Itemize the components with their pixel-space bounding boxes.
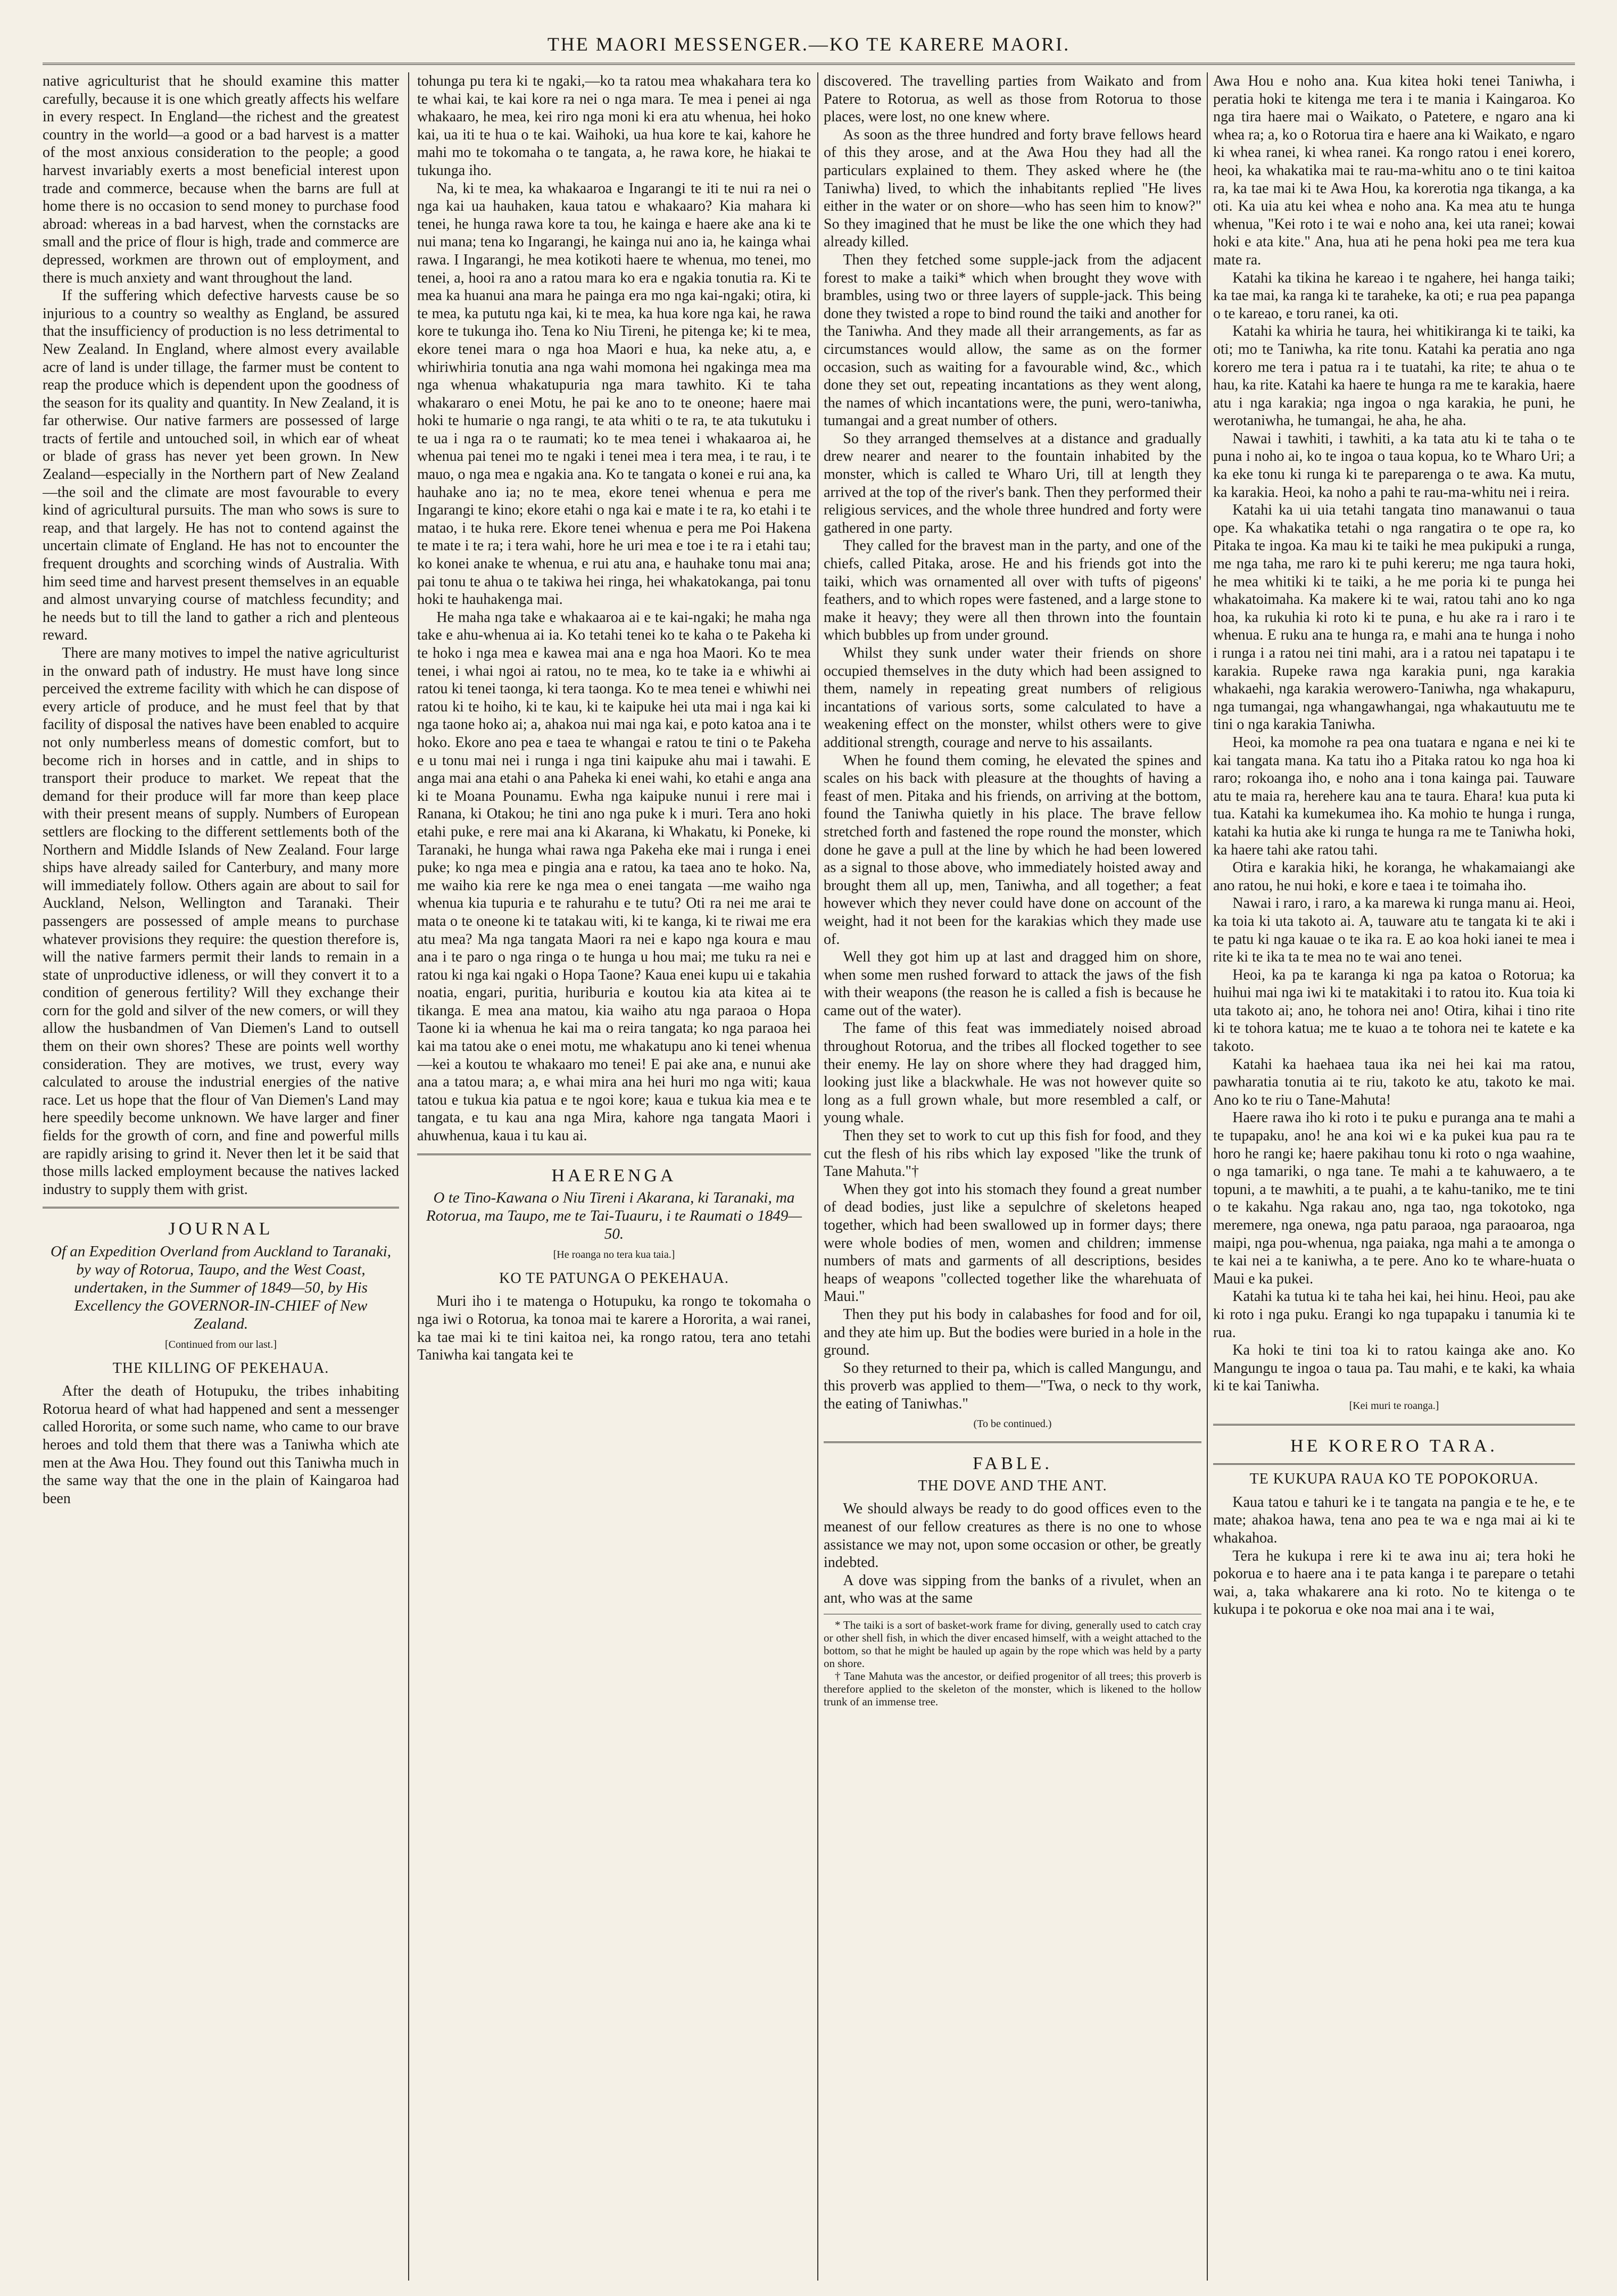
paragraph: The fame of this feat was immediately noised abroad throughout Rotorua, and the tribes all flocked together to see their enemy. He lay on shore where they had dragged him, looking just like a blackwhale. He was not however quite so long as a full grown whale, but more resembled a calf, or young whale. [824, 1020, 1201, 1126]
section-rule [824, 1441, 1201, 1443]
paragraph: discovered. The travelling parties from Waikato and from Patere to Rotorua, as well as those from Rotorua to those places, were lost, no one knew where. [824, 73, 1201, 126]
paragraph: Heoi, ka momohe ra pea ona tuatara e ngana e nei ki te kai tangata mana. Ka tatu iho a Pitaka ratou ko nga hoa ki raro; rokoanga iho, e noho ana i tona kainga pai. Tauware atu te maia ra, herehere kau ana te taura. Ehara! kua puta ki tua. Katahi ka kumekumea iho. Ka mohio te hunga i runga, katahi ka hutia ake ki runga te hunga ra me te Taniwha hoki, ka haere tahi ake ratou tahi. [1213, 734, 1575, 858]
paragraph: After the death of Hotupuku, the tribes inhabiting Rotorua heard of what had happened and sent a messenger called Hororita, or some such name, who came to our brave heroes and told them that there was a Taniwha which ate men at the Awa Hou. They found out this Taniwha much in the same way that the one in the plain of Kaingaroa had been [43, 1383, 399, 1507]
paragraph: We should always be ready to do good offices even to the meanest of our fellow creatures as there is no one to whose assistance we may not, upon some occasion or other, be greatly indebted. [824, 1501, 1201, 1571]
journal-subheading: Of an Expedition Overland from Auckland to Taranaki, by way of Rotorua, Taupo, and the West Coast, undertaken, in the Summer of 1849—50, by His Excellency the GOVERNOR-IN-CHIEF of New Zealand. [50, 1243, 392, 1332]
paragraph: A dove was sipping from the banks of a rivulet, when an ant, who was at the same [824, 1572, 1201, 1607]
paragraph: So they returned to their pa, which is called Mangungu, and this proverb was applied to them—"Twa, o neck to thy work, the eating of Taniwhas." [824, 1360, 1201, 1412]
paragraph: Katahi ka haehaea taua ika nei hei kai ma ratou, pawharatia tonutia ai te riu, takoto ke atu, takoto ke mai. Ano ko te riu o Tane-Mahuta! [1213, 1056, 1575, 1108]
paragraph: Haere rawa iho ki roto i te puku e puranga ana te mahi a te tupapaku, ano! he ana koi wi e ka pukei kua pau ra te horo he rangi ke; haere pakihau tonu ki roto o nga waahine, o nga tamariki, o nga tane. Te mahi a te kahuwaero, a te topuni, a te mawhiti, a te puahi, a te kahu-taniko, me te tini o te kakahu. Nga rakau ano, nga tao, nga tokotoko, nga meremere, nga onewa, nga patu paraoa, nga paraoaroa, nga maipi, nga pou-whenua, nga paiaka, nga mahi a te amonga o te kai nei a te kaniwha, a te pere. Ano ko te whare-huata o Maui e ka pukei. [1213, 1109, 1575, 1287]
fable-heading: FABLE. [973, 1454, 1052, 1474]
masthead-rule [43, 63, 1575, 65]
section-rule [1213, 1424, 1575, 1425]
paragraph: Katahi ka tutua ki te taha hei kai, hei hinu. Heoi, pau ake ki roto i nga puku. Erangi ko nga tupapaku i tanumia ki te rua. [1213, 1288, 1575, 1341]
paragraph: Heoi, ka pa te karanga ki nga pa katoa o Rotorua; ka huihui mai nga iwi ki te matakitaki i to ratou ito. Kua toia ki uta takoto ai; ano, he tohora nei ano! Otira, kihai i tino rite ki te tohora katua; me te kuao a te tohora nei te katete e ka takoto. [1213, 966, 1575, 1055]
paragraph: Nawai i tawhiti, i tawhiti, a ka tata atu ki te taha o te puna i noho ai, ko te ingoa o taua kopua, ko te Wharo Uri; a ka eke tonu ki runga ki te pareparenga o te awa. Ka mutu, ka karakia. Heoi, ka noho a pahi te rau-ma-whitu nei i reira. [1213, 430, 1575, 501]
paragraph: Otira e karakia hiki, he koranga, he whakamaiangi ake ano ratou, he nui hoki, e kore e taea i te toimaha iho. [1213, 859, 1575, 894]
paragraph: Awa Hou e noho ana. Kua kitea hoki tenei Taniwha, i peratia hoki te kitenga me tera i te mania i Kaingaroa. Ko nga tira haere mai o Waikato, o Patetere, e ngaro ana ki whea ra; a, ko o Rotorua tira e haere ana ki Waikato, e ngaro ki whea ranei, ki whea ranei. Ka rongo ratou i enei korero, heoi, ka whakatika mai te rau-ma-whitu ano o te tini kaitoa ra, ka tae mai ki te Awa Hou, ka korerotia nga tikanga, a ka oti. Ka uia atu kei whea e noho ana. Ka mea atu te hunga whenua, "Kei roto i te wai e noho ana, kei uta ranei; kowai hoki e ata kite." Ana, hua ati he pena hoki pea me tera kua mate ra. [1213, 73, 1575, 268]
paragraph: Kaua tatou e tahuri ke i te tangata na pangia e te he, e te mate; ahakoa hawa, tena ano pea te wa e nga mai ai ki te whakahoa. [1213, 1494, 1575, 1546]
fable-title: THE DOVE AND THE ANT. [918, 1477, 1107, 1494]
paragraph: When he found them coming, he elevated the spines and scales on his back with pleasure at the thoughts of having a feast of men. Pitaka and his friends, on arriving at the bottom, found the Taniwha quietly in his place. The brave fellow stretched forth and fastened the rope round the monster, which done he gave a pull at the line by which he had been lowered as a signal to those above, who immediately hoisted away and brought them all up, men, Taniwha, and all together; a feat however which they never could have done on account of the weight, had it not been for the karakias which they made use of. [824, 752, 1201, 948]
paragraph: Nawai i raro, i raro, a ka marewa ki runga manu ai. Heoi, ka toia ki uta takoto ai. A, tauware atu te tangata ki te aki i te patu ki nga kauae o te ika ra. E ao koa hoki ianei te mea i rite ki te ika ta te mea no te wai ano tenei. [1213, 895, 1575, 966]
column-1 [43, 72, 399, 2281]
paragraph: As soon as the three hundred and forty brave fellows heard of this they arose, and at the Awa Hou they had all the particulars explained to them. They asked where he (the Taniwha) lived, to which the inhabitants replied "He lives either in the water or on shore—who has seen him to know?" So they imagined that he must be like the one which they had already killed. [824, 126, 1201, 251]
section-rule [43, 1207, 399, 1208]
footnotes [824, 1614, 1201, 1708]
footnote: * The taiki is a sort of basket-work frame for diving, generally used to catch cray or other shell fish, in which the diver encased himself, with a weight attached to the bottom, so that he might be hauled up again by the rope which was held by a party on shore. [824, 1618, 1201, 1670]
paragraph: Muri iho i te matenga o Hotupuku, ka rongo te tokomaha o nga iwi o Rotorua, ka tonoa mai te karere a Hororita, a wai ranei, ka tae mai ki te tini kaitoa nei, ka rongo ratou, tera ano tetahi Taniwha kai tangata kei te [417, 1293, 811, 1364]
editorial-text [43, 72, 399, 1198]
column-divider [408, 72, 409, 2281]
column-3 [824, 72, 1201, 2281]
section-title: KO TE PATUNGA O PEKEHAUA. [499, 1270, 729, 1287]
haerenga-heading: HAERENGA [551, 1165, 677, 1186]
paragraph: Then they set to work to cut up this fish for food, and they cut the flesh of his ribs which lay exposed "like the trunk of Tane Mahuta."† [824, 1128, 1201, 1180]
paragraph: native agriculturist that he should examine this matter carefully, because it is one which greatly affects his welfare in every respect. In England—the richest and the greatest country in the world—a good or a bad harvest is a matter of the most anxious consideration to the people; a good harvest invariably exerts a most beneficial interest upon trade and commerce, because when the barns are full at home there is no occasion to send money to purchase food abroad: whereas in a bad harvest, when the cornstacks are small and the price of flour is high, trade and commerce are depressed, workmen are thrown out of employment, and there is much anxiety and want throughout the land. [43, 73, 399, 286]
paragraph: Whilst they sunk under water their friends on shore occupied themselves in the duty which had been assigned to them, namely in repeating great numbers of religious incantations of various sorts, some calculated to have a weakening effect on the monster, whilst others were to give additional strength, courage and nerve to his assailants. [824, 645, 1201, 751]
paragraph: When they got into his stomach they found a great number of dead bodies, just like a sepulchre of skeletons heaped together, which had been swallowed up in former days; there were whole bodies of men, women and children; immense numbers of mats and garments of all descriptions, besides heaps of weapons "collected together like the wharehuata of Maui." [824, 1181, 1201, 1305]
column-2 [417, 72, 811, 2281]
paragraph: Ka hoki te tini toa ki to ratou kainga ake ano. Ko Mangungu te ingoa o taua pa. Tau mahi, e te kaki, ka whaia ki te kai Taniwha. [1213, 1342, 1575, 1395]
continued-note: [Continued from our last.] [165, 1339, 277, 1350]
column-divider [817, 72, 818, 2281]
paragraph: Na, ki te mea, ka whakaaroa e Ingarangi te iti te nui ra nei o nga kai ua hauhaken, kaua tatou e whakaaro? Kia mahara ki tenei, he hunga rawa kore ta tou, he kainga e haere ake ana ki te nui mana; tena ko Ingarangi, he kainga nui ano ia, he kainga whai rawa. I Ingarangi, he mea kotikoti haere te whenua, mo tenei, mo tenei, a, hooi ra ano a ratou mara ko era e ngakia tonutia ra. Ki te mea ka huanui ana mara he painga era mo nga kai-ngaki; otira, ki te mea, ka pututu nga kai, ki te mea, ka hua kore nga kai, he rawa kore te tukunga iho. Tena ko Niu Tireni, he pitenga ke; ki te mea, ekore tenei mara o nga hoa Maori e hua, ka neke atu, a, e whiriwhiria tonutia ana nga wahi momona hei ngakinga mea ma nga whenua whakatupuria nga mara tawhito. Ki te taha whakararo o enei Motu, he pai ke ano to te oneone; haere mai hoki te humarie o nga rangi, te ata whiti o te ra, te ata tukutuku i te ua i nga ra o te raumati; ko te mea tenei i whakaaroa ai, he whenua pai tenei mo te ngaki i tenei mea i tera mea, i te rau, i te mauo, o nga mea e ngakia ana. Ko te tangata o konei e rui ana, ka hauhake ano ia; no te mea, ekore tenei whenua e pera me Ingarangi te kino; ekore etahi o nga kai e mate i te ra, ko etahi i te matao, i te huka rere. Ekore tenei whenua e pera me Poi Hakena te mate i te ra; i tera wahi, hore he uri mea e toe i te ra i etahi tau; ko konei anake te whenua, e rui atu ana, e hauhake tonu mai ana; pai tonu te ahua o te takiwa hei ringa, hei whakatokanga, pai tonu hoki te hauhakenga mai. [417, 180, 811, 608]
haerenga-subheading: O te Tino-Kawana o Niu Tireni i Akarana, ki Taranaki, ma Rotorua, ma Taupo, me te Tai-Tuauru, i te Raumati o 1849—50. [426, 1189, 802, 1243]
journal-heading: JOURNAL [168, 1219, 273, 1239]
paragraph: Katahi ka tikina he kareao i te ngahere, hei hanga taiki; ka tae mai, ka ranga ki te taraheke, ka oti; e rua pea papanga o te kareao, e toru ranei, ka oti. [1213, 269, 1575, 322]
paragraph: He maha nga take e whakaaroa ai e te kai-ngaki; he maha nga take e ahu-whenua ai ia. Ko tetahi tenei ko te kaha o te Pakeha ki te hoko i nga mea e kawea mai ana e nga hoa Maori. Ko te mea tenei, i whai ngoi ai ratou, no te mea, ko te take ia e whiwhi ai ratou ki tenei taonga, ki tera taonga. Ko te mea tenei e whiwhi nei ratou ki te hoiho, ki te kau, ki te kaipuke hei uta mai i nga kai ki nga taone hoko ai; a, ahakoa nui mai nga kai, e poto katoa ana i te hoko. Ekore ano pea e taea te whangai e ratou te tini o te Pakeha e u tonu mai nei i runga i nga tini kaipuke ahu mai i tawahi. E anga mai ana etahi o ana Paheka ki enei wahi, ko etahi e anga ana ki te Moana Pounamu. Ewha nga kaipuke nunui i rere mai i Ranana, ki Otakou; he tini ano nga puke k i muri. Tera ano hoki etahi puke, e rere mai ana ki Akarana, ki Whakatu, ki Poneke, ki Taranaki, he hunga whai rawa nga Pakeha eke mai i runga i enei puke; ko nga mea e pingia ana e ratou, ka taea ano te hoko. Na, me waiho kia rere ke nga mea o enei tangata —me waiho nga whenua kia tupuria e te rahurahu e te tutu? Oti ra nei me arai te mata o te oneone ki te tatakau witi, ki te kanga, ki te riwai me era atu mea? Ma nga tangata Maori ra nei e kapo nga koura e mau ana i te paro o nga ringa o te hunga u hou mai; me tuku ra nei e ratou ki nga kai ngaki o Hopa Taone? Kaua enei kupu ui e takahia noatia, engari, puritia, huriburia e koutou kia ata kitea ai te tikanga. E mea ana matou, kia waiho atu nga paraoa o Hopa Taone ki ia whenua he kai ma o reira tangata; ko nga paraoa hei kai ma tatou ake o enei motu, me whakatupu ano ki tenei whenua—kei a koutou te whakaaro mo tenei! E pai ake ana, e nunui ake ana a tatou mara; a, e whai mira ana hei huri mo nga witi; kaua tatou e tukua kia patua e te ngoi kore; kaua e tukua kia mea e te tangata, e tu kau ana nga Mira, kahore nga tangata Maori i ahuwhenua, kaua i tu kau ai. [417, 609, 811, 1145]
paragraph: So they arranged themselves at a distance and gradually drew nearer and nearer to the fountain inhabited by the monster, which is called te Wharo Uri, till at length they arrived at the top of the river's bank. Then they performed their religious services, and the whole three hundred and forty were gathered in one party. [824, 430, 1201, 536]
paragraph: Then they put his body in calabashes for food and for oil, and they ate him up. But the bodies were buried in a hole in the ground. [824, 1306, 1201, 1359]
paragraph: If the suffering which defective harvests cause be so injurious to a country so wealthy as England, be assured that the insufficiency of production is no less detrimental to New Zealand. In England, where almost every available acre of land is under tillage, the farmer must be content to reap the produce which is dependent upon the goodness of the season for its quality and quantity. In New Zealand, it is far otherwise. Our native farmers are possessed of large tracts of fertile and untouched soil, in which ear of wheat or blade of grass has never yet been grown. In New Zealand—especially in the Northern part of New Zealand—the soil and the climate are most favourable to every kind of agricultural pursuits. The man who sows is sure to reap, and that largely. He has not to contend against the uncertain climate of England. He has not to encounter the frequent droughts and scorching winds of Australia. With him seed time and harvest present themselves in an equable and almost unvarying course of matchless fecundity; and he needs but to till the land to gather a rich and plenteous reward. [43, 287, 399, 644]
paragraph: There are many motives to impel the native agriculturist in the onward path of industry. He must have long since perceived the extreme facility with which he can dispose of every article of produce, and he must feel that by that facility of disposal the natives have been enabled to acquire not only numberless means of domestic comfort, but to become rich in horses and in cattle, and in ships to transport their produce to market. We repeat that the demand for their produce will far more than keep place with their present means of supply. Numbers of European settlers are flocking to the different settlements both of the Northern and Middle Islands of New Zealand. Four large ships have already sailed for Canterbury, and many more will immediately follow. Others again are about to sail for Auckland, Nelson, Wellington and Taranaki. Their passengers are possessed of ample means to purchase whatever provisions they require: the question therefore is, will the native farmers permit their lands to remain in a state of unproductive idleness, or will they convert it to a condition of generous fertility? Will they exchange their corn for the gold and silver of the new comers, or will they allow the husbandmen of Van Diemen's Land to outsell them on their own shores? These are points well worthy consideration. They are motives, we trust, every way calculated to arouse the industrial energies of the native race. Let us hope that the flour of Van Diemen's Land may here speedily become unknown. We have larger and finer fields for the growth of corn, and fine and powerful mills are rapidly arising to grind it. Never then let it be said that those mills lacked employment because the natives lacked industry to supply them with grist. [43, 645, 399, 1198]
masthead: THE MAORI MESSENGER.—KO TE KARERE MAORI. [547, 34, 1071, 55]
footnote: † Tane Mahuta was the ancestor, or deified progenitor of all trees; this proverb is therefore applied to the skeleton of the monster, which is likened to the hollow trunk of an immense tree. [824, 1669, 1201, 1708]
continued-note: (To be continued.) [973, 1418, 1052, 1430]
column-divider [1207, 72, 1208, 2281]
continued-note: [Kei muri te roanga.] [1349, 1399, 1439, 1412]
paragraph: Then they fetched some supple-jack from the adjacent forest to make a taiki* which when brought they wove with brambles, using two or three layers of supple-jack. This being done they twisted a rope to bind round the taiki and another for the Taniwha. And they made all their arrangements, as far as circumstances would allow, the same as on the former occasion, such as waiting for a favourable wind, &c., which done they set out, repeating incantations as they went along, the names of which incantations were, the puni, wero-taniwha, tumangai and a great number of others. [824, 251, 1201, 429]
paragraph: They called for the bravest man in the party, and one of the chiefs, called Pitaka, arose. He and his friends got into the taiki, which was ornamented all over with tufts of pigeons' feathers, and to which ropes were fastened, and a large stone to make it heavy; they were all then thrown into the fountain which bubbles up from under ground. [824, 537, 1201, 644]
section-title: THE KILLING OF PEKEHAUA. [112, 1360, 329, 1377]
korero-heading: HE KORERO TARA. [1290, 1436, 1498, 1456]
column-4 [1213, 72, 1575, 2281]
korero-title: TE KUKUPA RAUA KO TE POPOKORUA. [1249, 1471, 1539, 1488]
paragraph: tohunga pu tera ki te ngaki,—ko ta ratou mea whakahara tera ko te whai kai, te kai kore ra nei o nga mara. Te mea i penei ai nga whakaaro, he mea, kei riro nga moni ki era atu whenua, hei hoko kai, ua iti te hua o te kai. Waihoki, ua hua kore te kai, kahore he mahi mo te tokomaha o te tangata, a, he rawa kore, he hiakai te tukunga iho. [417, 73, 811, 179]
continued-note: [He roanga no tera kua taia.] [553, 1249, 675, 1261]
paragraph: Well they got him up at last and dragged him on shore, when some men rushed forward to attack the jaws of the fish with their weapons (the reason he is called a fish is because he came out of the water). [824, 949, 1201, 1019]
section-rule [1213, 1463, 1575, 1465]
paragraph: Tera he kukupa i rere ki te awa inu ai; tera hoki he pokorua e to haere ana i te pata kanga i te parepare o tetahi wai, a, taka whakarere ana ki roto. No te kitenga o te kukupa i te pokorua e oke noa mai ana i te wai, [1213, 1547, 1575, 1618]
paragraph: Katahi ka whiria he taura, hei whitikiranga ki te taiki, ka oti; mo te Taniwha, ka rite tonu. Katahi ka peratia ano nga korero me tera i patua ra i te tuatahi, ka rite; te ahua o te hau, ka rite. Katahi ka haere te hunga ra me te karakia, haere atu i nga karakia; nga ingoa o nga karakia, he puni, he werotaniwha, he tumangai, he aha, he aha. [1213, 323, 1575, 429]
paragraph: Katahi ka ui uia tetahi tangata tino manawanui o taua ope. Ka whakatika tetahi o nga rangatira o te ope ra, ko Pitaka te ingoa. Ka mau ki te taiki he mea pukipuki a runga, me nga taha, me raro ki te puhi kereru; me nga taura hoki, he mea whitiki ki te taiki, a he me poria ki te punga hei whakatoimaha. Ka makere ki te wai, ratou tahi ano ko nga hoa, ka rukuhia ki roto ki te puna, e hu ake ra i raro i te whenua. E ruku ana te hunga ra, e mahi ana te hunga i noho i runga i a ratou nei tini mahi, ara i a ratou nei tapatapu i te karakia. Rupeke rawa nga karakia puni, nga karakia whakaehi, nga karakia werowero-Taniwha, nga whakapuru, nga tumangai, nga whangawhangai, nga whakautuutu me te tini o nga karakia Taniwha. [1213, 502, 1575, 733]
section-rule [417, 1154, 811, 1155]
